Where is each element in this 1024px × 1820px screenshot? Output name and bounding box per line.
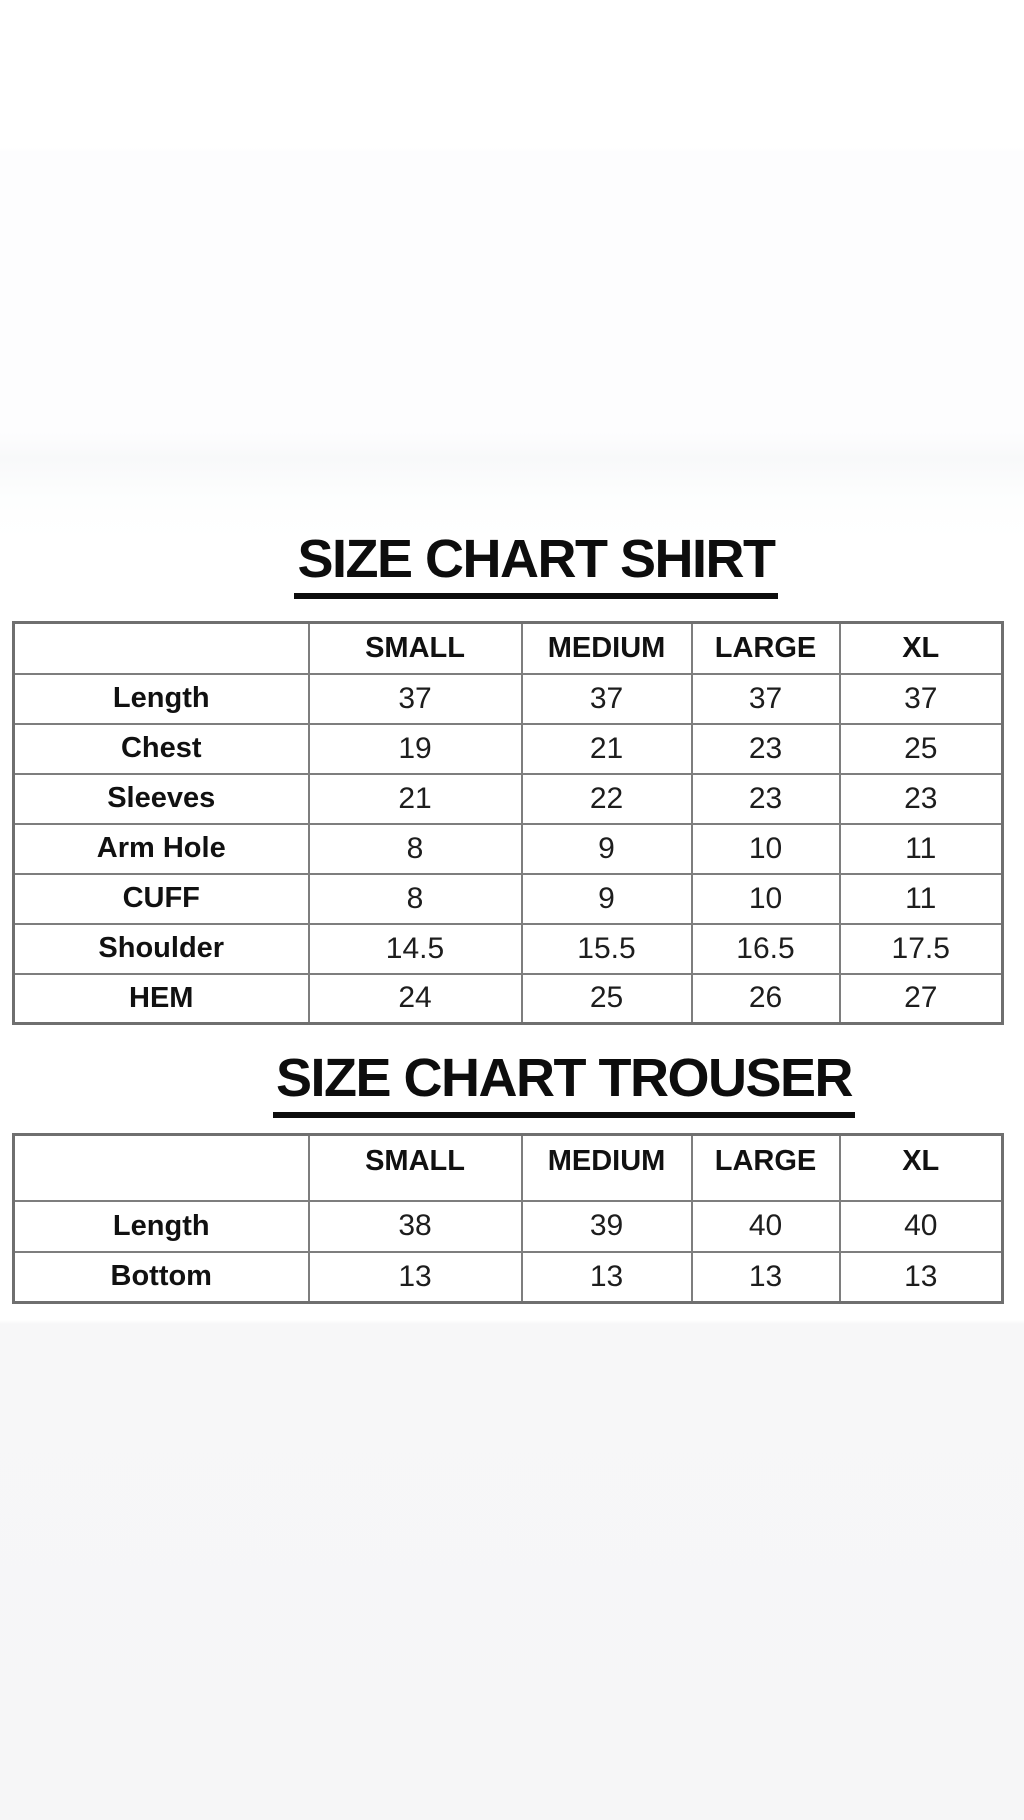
corner-cell — [14, 1135, 309, 1201]
column-header-small: SMALL — [309, 623, 522, 674]
table-cell: 25 — [522, 974, 692, 1024]
table-row — [14, 924, 1003, 974]
table-cell: 21 — [309, 774, 522, 824]
table-cell: 26 — [692, 974, 840, 1024]
table-cell: 40 — [840, 1201, 1003, 1252]
table-cell: 22 — [522, 774, 692, 824]
table-cell: 9 — [522, 874, 692, 924]
table-cell: 21 — [522, 724, 692, 774]
table-row — [14, 824, 1003, 874]
column-header-large: LARGE — [692, 623, 840, 674]
trouser-chart-title: SIZE CHART TROUSER — [273, 1050, 855, 1118]
table-cell: 8 — [309, 824, 522, 874]
table-cell: 14.5 — [309, 924, 522, 974]
table-cell: 11 — [840, 874, 1003, 924]
shirt-size-table — [12, 621, 1004, 1025]
table-cell: 13 — [840, 1252, 1003, 1303]
table-cell: 11 — [840, 824, 1003, 874]
table-cell: 16.5 — [692, 924, 840, 974]
trouser-title-row — [0, 1050, 1024, 1118]
column-header-xl: XL — [840, 1135, 1003, 1201]
row-label: Sleeves — [14, 774, 309, 824]
table-cell: 15.5 — [522, 924, 692, 974]
table-cell: 10 — [692, 824, 840, 874]
table-cell: 9 — [522, 824, 692, 874]
table-cell: 27 — [840, 974, 1003, 1024]
shirt-header-row — [14, 623, 1003, 674]
column-header-large: LARGE — [692, 1135, 840, 1201]
row-label: Length — [14, 674, 309, 724]
table-cell: 8 — [309, 874, 522, 924]
row-label: Length — [14, 1201, 309, 1252]
row-label: Chest — [14, 724, 309, 774]
column-header-xl: XL — [840, 623, 1003, 674]
table-row — [14, 674, 1003, 724]
trouser-size-table — [12, 1133, 1004, 1304]
table-cell: 19 — [309, 724, 522, 774]
table-cell: 13 — [522, 1252, 692, 1303]
row-label: Shoulder — [14, 924, 309, 974]
table-cell: 37 — [522, 674, 692, 724]
row-label: Arm Hole — [14, 824, 309, 874]
table-cell: 13 — [692, 1252, 840, 1303]
table-row — [14, 724, 1003, 774]
row-label: HEM — [14, 974, 309, 1024]
row-label: CUFF — [14, 874, 309, 924]
table-cell: 37 — [309, 674, 522, 724]
column-header-medium: MEDIUM — [522, 1135, 692, 1201]
corner-cell — [14, 623, 309, 674]
table-cell: 38 — [309, 1201, 522, 1252]
table-cell: 23 — [692, 724, 840, 774]
trouser-header-row — [14, 1135, 1003, 1201]
table-row — [14, 1252, 1003, 1303]
table-cell: 13 — [309, 1252, 522, 1303]
table-cell: 37 — [840, 674, 1003, 724]
table-cell: 40 — [692, 1201, 840, 1252]
row-label: Bottom — [14, 1252, 309, 1303]
table-cell: 25 — [840, 724, 1003, 774]
column-header-medium: MEDIUM — [522, 623, 692, 674]
table-row — [14, 974, 1003, 1024]
table-cell: 39 — [522, 1201, 692, 1252]
shirt-chart-title: SIZE CHART SHIRT — [294, 531, 777, 599]
table-cell: 23 — [840, 774, 1003, 824]
table-cell: 10 — [692, 874, 840, 924]
table-cell: 23 — [692, 774, 840, 824]
table-cell: 17.5 — [840, 924, 1003, 974]
table-cell: 37 — [692, 674, 840, 724]
table-cell: 24 — [309, 974, 522, 1024]
column-header-small: SMALL — [309, 1135, 522, 1201]
table-row — [14, 874, 1003, 924]
shirt-title-row — [0, 531, 1024, 599]
table-row — [14, 1201, 1003, 1252]
table-row — [14, 774, 1003, 824]
